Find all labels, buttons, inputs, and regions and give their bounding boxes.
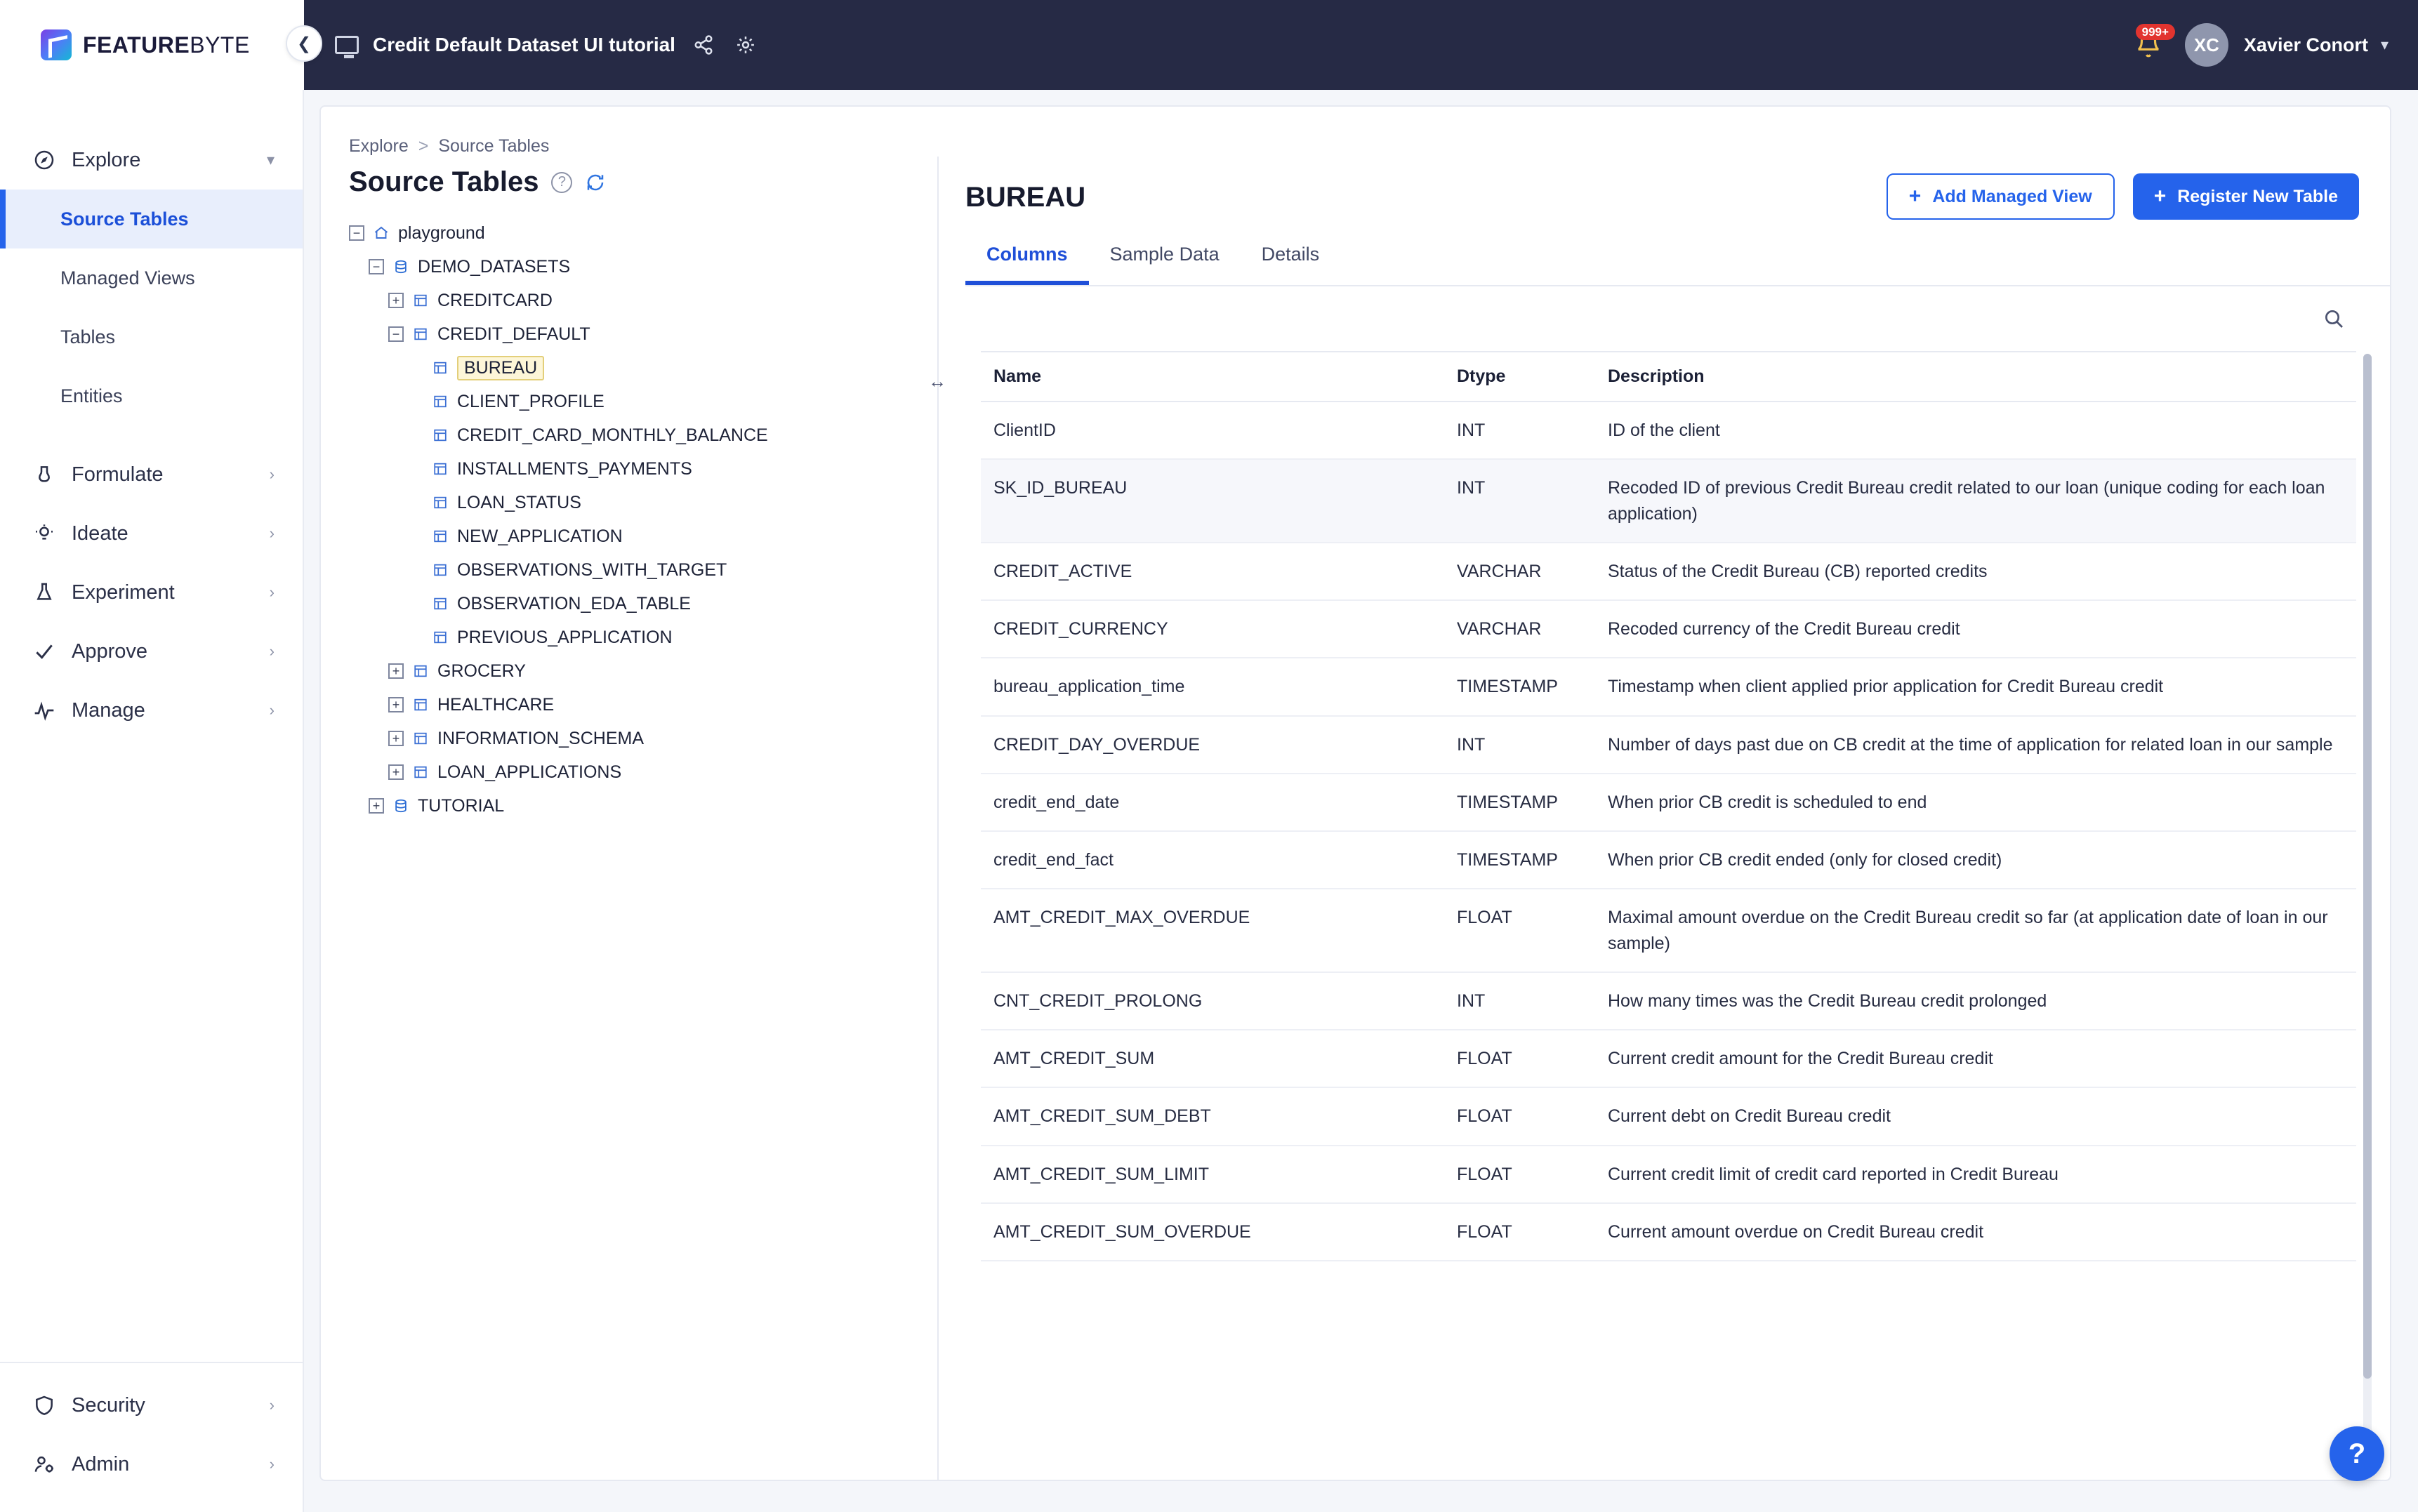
- tree-node-label: BUREAU: [457, 356, 544, 380]
- table-row[interactable]: [981, 716, 2356, 774]
- table-icon: [411, 731, 430, 746]
- sidebar-item-admin[interactable]: [0, 1435, 303, 1494]
- notification-badge: 999+: [2136, 24, 2175, 40]
- tree-node-label: CREDIT_DEFAULT: [437, 324, 590, 344]
- table-icon: [430, 427, 450, 443]
- tree-toggle: [408, 529, 423, 544]
- brand-name: [83, 32, 250, 58]
- chevron-right-icon: ›: [269, 583, 275, 601]
- cell-name: SK_ID_BUREAU: [981, 459, 1444, 543]
- tree-node-label: DEMO_DATASETS: [418, 256, 571, 277]
- tree-toggle[interactable]: +: [388, 293, 404, 308]
- chevron-down-icon: ▾: [266, 151, 275, 168]
- table-row[interactable]: [981, 889, 2356, 972]
- column-header-name[interactable]: Name: [981, 352, 1444, 402]
- sidebar-item-approve[interactable]: [0, 622, 303, 681]
- cell-description: Recoded ID of previous Credit Bureau credit related to our loan (unique coding for each loan application): [1595, 459, 2356, 543]
- table-icon: [430, 495, 450, 510]
- cell-name: CREDIT_DAY_OVERDUE: [981, 716, 1444, 774]
- cell-description: How many times was the Credit Bureau credit prolonged: [1595, 972, 2356, 1030]
- tree-toggle[interactable]: −: [349, 225, 364, 241]
- user-gear-icon: [32, 1453, 56, 1475]
- tree-node-grocery[interactable]: [349, 654, 920, 688]
- cell-dtype: TIMESTAMP: [1444, 774, 1595, 831]
- breadcrumb-root[interactable]: Explore: [349, 136, 409, 156]
- tree-toggle: [408, 394, 423, 409]
- breadcrumb-separator: >: [418, 136, 429, 156]
- table-icon: [430, 596, 450, 611]
- sidebar-item-label: Ideate: [72, 522, 128, 545]
- tree-node-healthcare[interactable]: [349, 688, 920, 722]
- database-icon: [391, 798, 411, 814]
- user-menu-caret-icon[interactable]: ▾: [2380, 36, 2389, 53]
- cell-name: credit_end_date: [981, 774, 1444, 831]
- notifications-button[interactable]: [2132, 25, 2169, 62]
- tree-toggle[interactable]: +: [388, 663, 404, 679]
- table-vertical-scrollbar[interactable]: [2363, 354, 2372, 1460]
- sidebar-subitem-label: Entities: [60, 385, 123, 406]
- sidebar-subitem-label: Tables: [60, 326, 116, 347]
- tree-toggle: [408, 562, 423, 578]
- lightbulb-icon: [32, 522, 56, 545]
- chevron-left-icon: ❮: [296, 34, 312, 53]
- plus-icon: +: [2153, 185, 2167, 208]
- sidebar-group-explore: [0, 131, 303, 740]
- cell-description: Recoded currency of the Credit Bureau credit: [1595, 600, 2356, 658]
- tree-node-label: CREDITCARD: [437, 290, 553, 310]
- tree-node-observations-with-target[interactable]: [349, 553, 920, 587]
- tree-node-installments-payments[interactable]: [349, 452, 920, 486]
- tree-node-label: playground: [398, 223, 485, 243]
- tree-toggle: [408, 360, 423, 376]
- tree-toggle: [408, 630, 423, 645]
- cell-description: Maximal amount overdue on the Credit Bureau credit so far (at application date of loan in our sample): [1595, 889, 2356, 972]
- table-search-row: [981, 286, 2390, 351]
- chevron-right-icon: ›: [269, 701, 275, 719]
- cell-description: ID of the client: [1595, 402, 2356, 459]
- monitor-icon: [335, 36, 359, 54]
- cell-name: ClientID: [981, 402, 1444, 459]
- register-new-table-label: Register New Table: [2177, 186, 2338, 206]
- cell-description: Current credit amount for the Credit Bureau credit: [1595, 1030, 2356, 1087]
- cell-description: Number of days past due on CB credit at the time of application for related loan in our sample: [1595, 716, 2356, 774]
- table-row[interactable]: [981, 459, 2356, 543]
- cell-description: Current amount overdue on Credit Bureau credit: [1595, 1203, 2356, 1261]
- help-circle-icon[interactable]: ?: [551, 172, 572, 193]
- sidebar-collapse-button[interactable]: [286, 25, 322, 62]
- cell-dtype: INT: [1444, 402, 1595, 459]
- tree-node-label: OBSERVATION_EDA_TABLE: [457, 593, 691, 614]
- chevron-right-icon: ›: [269, 1396, 275, 1414]
- add-managed-view-label: Add Managed View: [1932, 186, 2092, 206]
- page-title: Source Tables: [349, 166, 539, 197]
- sidebar-item-manage[interactable]: [0, 681, 303, 740]
- sidebar-item-label: Security: [72, 1393, 145, 1417]
- tree-header: [349, 166, 920, 198]
- tree-node-label: OBSERVATIONS_WITH_TARGET: [457, 559, 727, 580]
- tree-toggle: [408, 495, 423, 510]
- sidebar-item-label: Manage: [72, 698, 145, 722]
- table-icon: [430, 394, 450, 409]
- detail-header: [965, 169, 2390, 220]
- table-row[interactable]: [981, 1030, 2356, 1087]
- chevron-down-icon[interactable]: [774, 31, 802, 59]
- cell-description: Current debt on Credit Bureau credit: [1595, 1087, 2356, 1145]
- cell-description: When prior CB credit ended (only for closed credit): [1595, 831, 2356, 889]
- cell-dtype: FLOAT: [1444, 1203, 1595, 1261]
- cell-name: bureau_application_time: [981, 658, 1444, 715]
- plus-icon: +: [1908, 185, 1922, 208]
- table-icon: [430, 562, 450, 578]
- sidebar-bottom-group: [0, 1362, 303, 1512]
- tree-node-observation-eda-table[interactable]: [349, 587, 920, 621]
- sidebar-item-formulate[interactable]: [0, 445, 303, 504]
- sidebar-item-explore[interactable]: [0, 131, 303, 190]
- cell-dtype: VARCHAR: [1444, 543, 1595, 600]
- tree-node-loan-applications[interactable]: [349, 755, 920, 789]
- database-icon: [391, 259, 411, 274]
- table-detail-panel: [939, 157, 2390, 1480]
- cell-dtype: FLOAT: [1444, 889, 1595, 972]
- cell-name: AMT_CREDIT_SUM_LIMIT: [981, 1146, 1444, 1203]
- tree-toggle[interactable]: −: [388, 326, 404, 342]
- flask-icon: [32, 463, 56, 486]
- tree-node-label: INSTALLMENTS_PAYMENTS: [457, 458, 692, 479]
- register-new-table-button[interactable]: [2133, 173, 2359, 220]
- tree-toggle: [408, 461, 423, 477]
- tab-details[interactable]: Details: [1261, 244, 1320, 265]
- chevron-right-icon: ›: [269, 465, 275, 483]
- chevron-right-icon: ›: [269, 524, 275, 542]
- table-icon: [430, 360, 450, 376]
- table-row[interactable]: [981, 831, 2356, 889]
- user-name: Xavier Conort: [2243, 34, 2368, 55]
- tree-node-information-schema[interactable]: [349, 722, 920, 755]
- sidebar-item-label: Admin: [72, 1452, 130, 1475]
- tree-node-bureau[interactable]: [349, 351, 920, 385]
- cell-dtype: VARCHAR: [1444, 600, 1595, 658]
- beaker-icon: [32, 581, 56, 604]
- table-icon: [411, 326, 430, 342]
- table-icon: [430, 529, 450, 544]
- sidebar-item-label: Experiment: [72, 581, 175, 604]
- cell-dtype: FLOAT: [1444, 1087, 1595, 1145]
- source-tables-tree-panel: [321, 157, 946, 1480]
- tree-node-label: GROCERY: [437, 661, 526, 681]
- cell-name: credit_end_fact: [981, 831, 1444, 889]
- tree-toggle: [408, 596, 423, 611]
- tree-node-label: TUTORIAL: [418, 795, 505, 816]
- chevron-right-icon: ›: [269, 642, 275, 660]
- sidebar-item-managed-views[interactable]: [0, 248, 303, 307]
- tree-node-label: LOAN_APPLICATIONS: [437, 762, 622, 782]
- cell-name: AMT_CREDIT_SUM: [981, 1030, 1444, 1087]
- brand-name-light: BYTE: [190, 32, 250, 58]
- cell-description: Status of the Credit Bureau (CB) reported credits: [1595, 543, 2356, 600]
- sidebar-subitem-label: Managed Views: [60, 267, 195, 289]
- panel-resize-handle[interactable]: ↔: [928, 370, 946, 392]
- tree-node-credit-default[interactable]: [349, 317, 920, 351]
- cell-dtype: INT: [1444, 459, 1595, 543]
- tree-node-new-application[interactable]: [349, 519, 920, 553]
- sidebar-item-label: Explore: [72, 148, 141, 171]
- tree-node-label: PREVIOUS_APPLICATION: [457, 627, 673, 647]
- cell-dtype: TIMESTAMP: [1444, 831, 1595, 889]
- document-chip[interactable]: [304, 31, 866, 59]
- tree-node-label: NEW_APPLICATION: [457, 526, 623, 546]
- gear-icon[interactable]: [732, 31, 760, 59]
- cell-dtype: FLOAT: [1444, 1146, 1595, 1203]
- table-row[interactable]: [981, 1203, 2356, 1261]
- sidebar-item-entities[interactable]: [0, 366, 303, 425]
- detail-actions: [1887, 169, 2359, 220]
- tree-toggle[interactable]: −: [369, 259, 384, 274]
- column-header-description[interactable]: Description: [1595, 352, 2356, 402]
- tree-toggle: [408, 427, 423, 443]
- content-area: [304, 90, 2418, 1512]
- tree-node-label: CLIENT_PROFILE: [457, 391, 604, 411]
- sidebar-item-source-tables[interactable]: [0, 190, 303, 248]
- tree-toggle[interactable]: +: [388, 764, 404, 780]
- sidebar-item-ideate[interactable]: [0, 504, 303, 563]
- table-row[interactable]: [981, 972, 2356, 1030]
- sidebar-item-label: Approve: [72, 639, 148, 663]
- breadcrumb-current: Source Tables: [438, 136, 550, 156]
- brand-name-bold: FEATURE: [83, 32, 190, 58]
- tree-node-label: INFORMATION_SCHEMA: [437, 728, 644, 748]
- help-button[interactable]: ?: [2330, 1426, 2384, 1481]
- sidebar-item-security[interactable]: [0, 1376, 303, 1435]
- sidebar: [0, 90, 304, 1512]
- tree-toggle[interactable]: +: [388, 731, 404, 746]
- table-row[interactable]: [981, 543, 2356, 600]
- logo-zone: [0, 0, 312, 90]
- tree-toggle[interactable]: +: [388, 697, 404, 712]
- tree-toggle[interactable]: +: [369, 798, 384, 814]
- table-icon: [411, 697, 430, 712]
- tree-node-playground[interactable]: [349, 216, 920, 250]
- tree-node-label: LOAN_STATUS: [457, 492, 581, 512]
- table-row[interactable]: [981, 402, 2356, 459]
- cell-name: CNT_CREDIT_PROLONG: [981, 972, 1444, 1030]
- app-body: [0, 90, 2418, 1512]
- column-header-dtype[interactable]: Dtype: [1444, 352, 1595, 402]
- shield-icon: [32, 1394, 56, 1417]
- tree-node-previous-application[interactable]: [349, 621, 920, 654]
- cell-description: Current credit limit of credit card reported in Credit Bureau: [1595, 1146, 2356, 1203]
- chevron-right-icon: ›: [269, 1455, 275, 1473]
- table-icon: [430, 461, 450, 477]
- table-name: BUREAU: [965, 182, 1086, 213]
- table-row[interactable]: [981, 1087, 2356, 1145]
- cell-dtype: FLOAT: [1444, 1030, 1595, 1087]
- breadcrumb: [321, 107, 2390, 157]
- tab-sample-data[interactable]: Sample Data: [1109, 244, 1220, 265]
- tree-node-demo-datasets[interactable]: [349, 250, 920, 284]
- activity-icon: [32, 699, 56, 722]
- cell-dtype: TIMESTAMP: [1444, 658, 1595, 715]
- table-row[interactable]: [981, 600, 2356, 658]
- top-bar-main: [304, 0, 2418, 90]
- table-icon: [411, 764, 430, 780]
- avatar[interactable]: XC: [2185, 23, 2228, 67]
- table-row[interactable]: [981, 1146, 2356, 1203]
- document-title: Credit Default Dataset UI tutorial: [373, 34, 675, 55]
- add-managed-view-button[interactable]: [1887, 173, 2115, 220]
- cell-name: CREDIT_CURRENCY: [981, 600, 1444, 658]
- tree-node-label: HEALTHCARE: [437, 694, 555, 715]
- source-tables-tree: [349, 216, 920, 823]
- check-icon: [32, 640, 56, 663]
- top-bar: [0, 0, 2418, 90]
- cell-description: Timestamp when client applied prior application for Credit Bureau credit: [1595, 658, 2356, 715]
- sidebar-item-experiment[interactable]: [0, 563, 303, 622]
- cell-dtype: INT: [1444, 716, 1595, 774]
- columns-table-wrap: [965, 286, 2390, 1480]
- tree-node-loan-status[interactable]: [349, 486, 920, 519]
- cell-name: CREDIT_ACTIVE: [981, 543, 1444, 600]
- scrollbar-thumb[interactable]: [2363, 354, 2372, 1379]
- tree-node-label: CREDIT_CARD_MONTHLY_BALANCE: [457, 425, 768, 445]
- sidebar-subitem-label: Source Tables: [60, 208, 189, 230]
- cell-name: AMT_CREDIT_SUM_OVERDUE: [981, 1203, 1444, 1261]
- tree-node-tutorial[interactable]: [349, 789, 920, 823]
- main-panel: [319, 105, 2391, 1481]
- columns-table: [981, 351, 2356, 1261]
- sidebar-item-tables[interactable]: [0, 307, 303, 366]
- cell-description: When prior CB credit is scheduled to end: [1595, 774, 2356, 831]
- refresh-icon[interactable]: [585, 172, 606, 193]
- table-icon: [411, 663, 430, 679]
- table-icon: [411, 293, 430, 308]
- tab-columns[interactable]: Columns: [965, 244, 1089, 285]
- cell-dtype: INT: [1444, 972, 1595, 1030]
- share-icon[interactable]: [689, 31, 718, 59]
- panel-body: [321, 157, 2390, 1480]
- table-row[interactable]: [981, 658, 2356, 715]
- tree-node-creditcard[interactable]: [349, 284, 920, 317]
- tree-node-client-profile[interactable]: [349, 385, 920, 418]
- sidebar-item-label: Formulate: [72, 463, 164, 486]
- table-row[interactable]: [981, 774, 2356, 831]
- table-icon: [430, 630, 450, 645]
- compass-icon: [32, 149, 56, 171]
- home-icon: [371, 225, 391, 241]
- tree-node-credit-card-monthly-balance[interactable]: [349, 418, 920, 452]
- detail-tabs: [965, 244, 2390, 286]
- featurebyte-logo-icon: [41, 29, 72, 60]
- table-header-row: [981, 352, 2356, 402]
- cell-name: AMT_CREDIT_SUM_DEBT: [981, 1087, 1444, 1145]
- cell-name: AMT_CREDIT_MAX_OVERDUE: [981, 889, 1444, 972]
- search-icon[interactable]: [2320, 305, 2348, 333]
